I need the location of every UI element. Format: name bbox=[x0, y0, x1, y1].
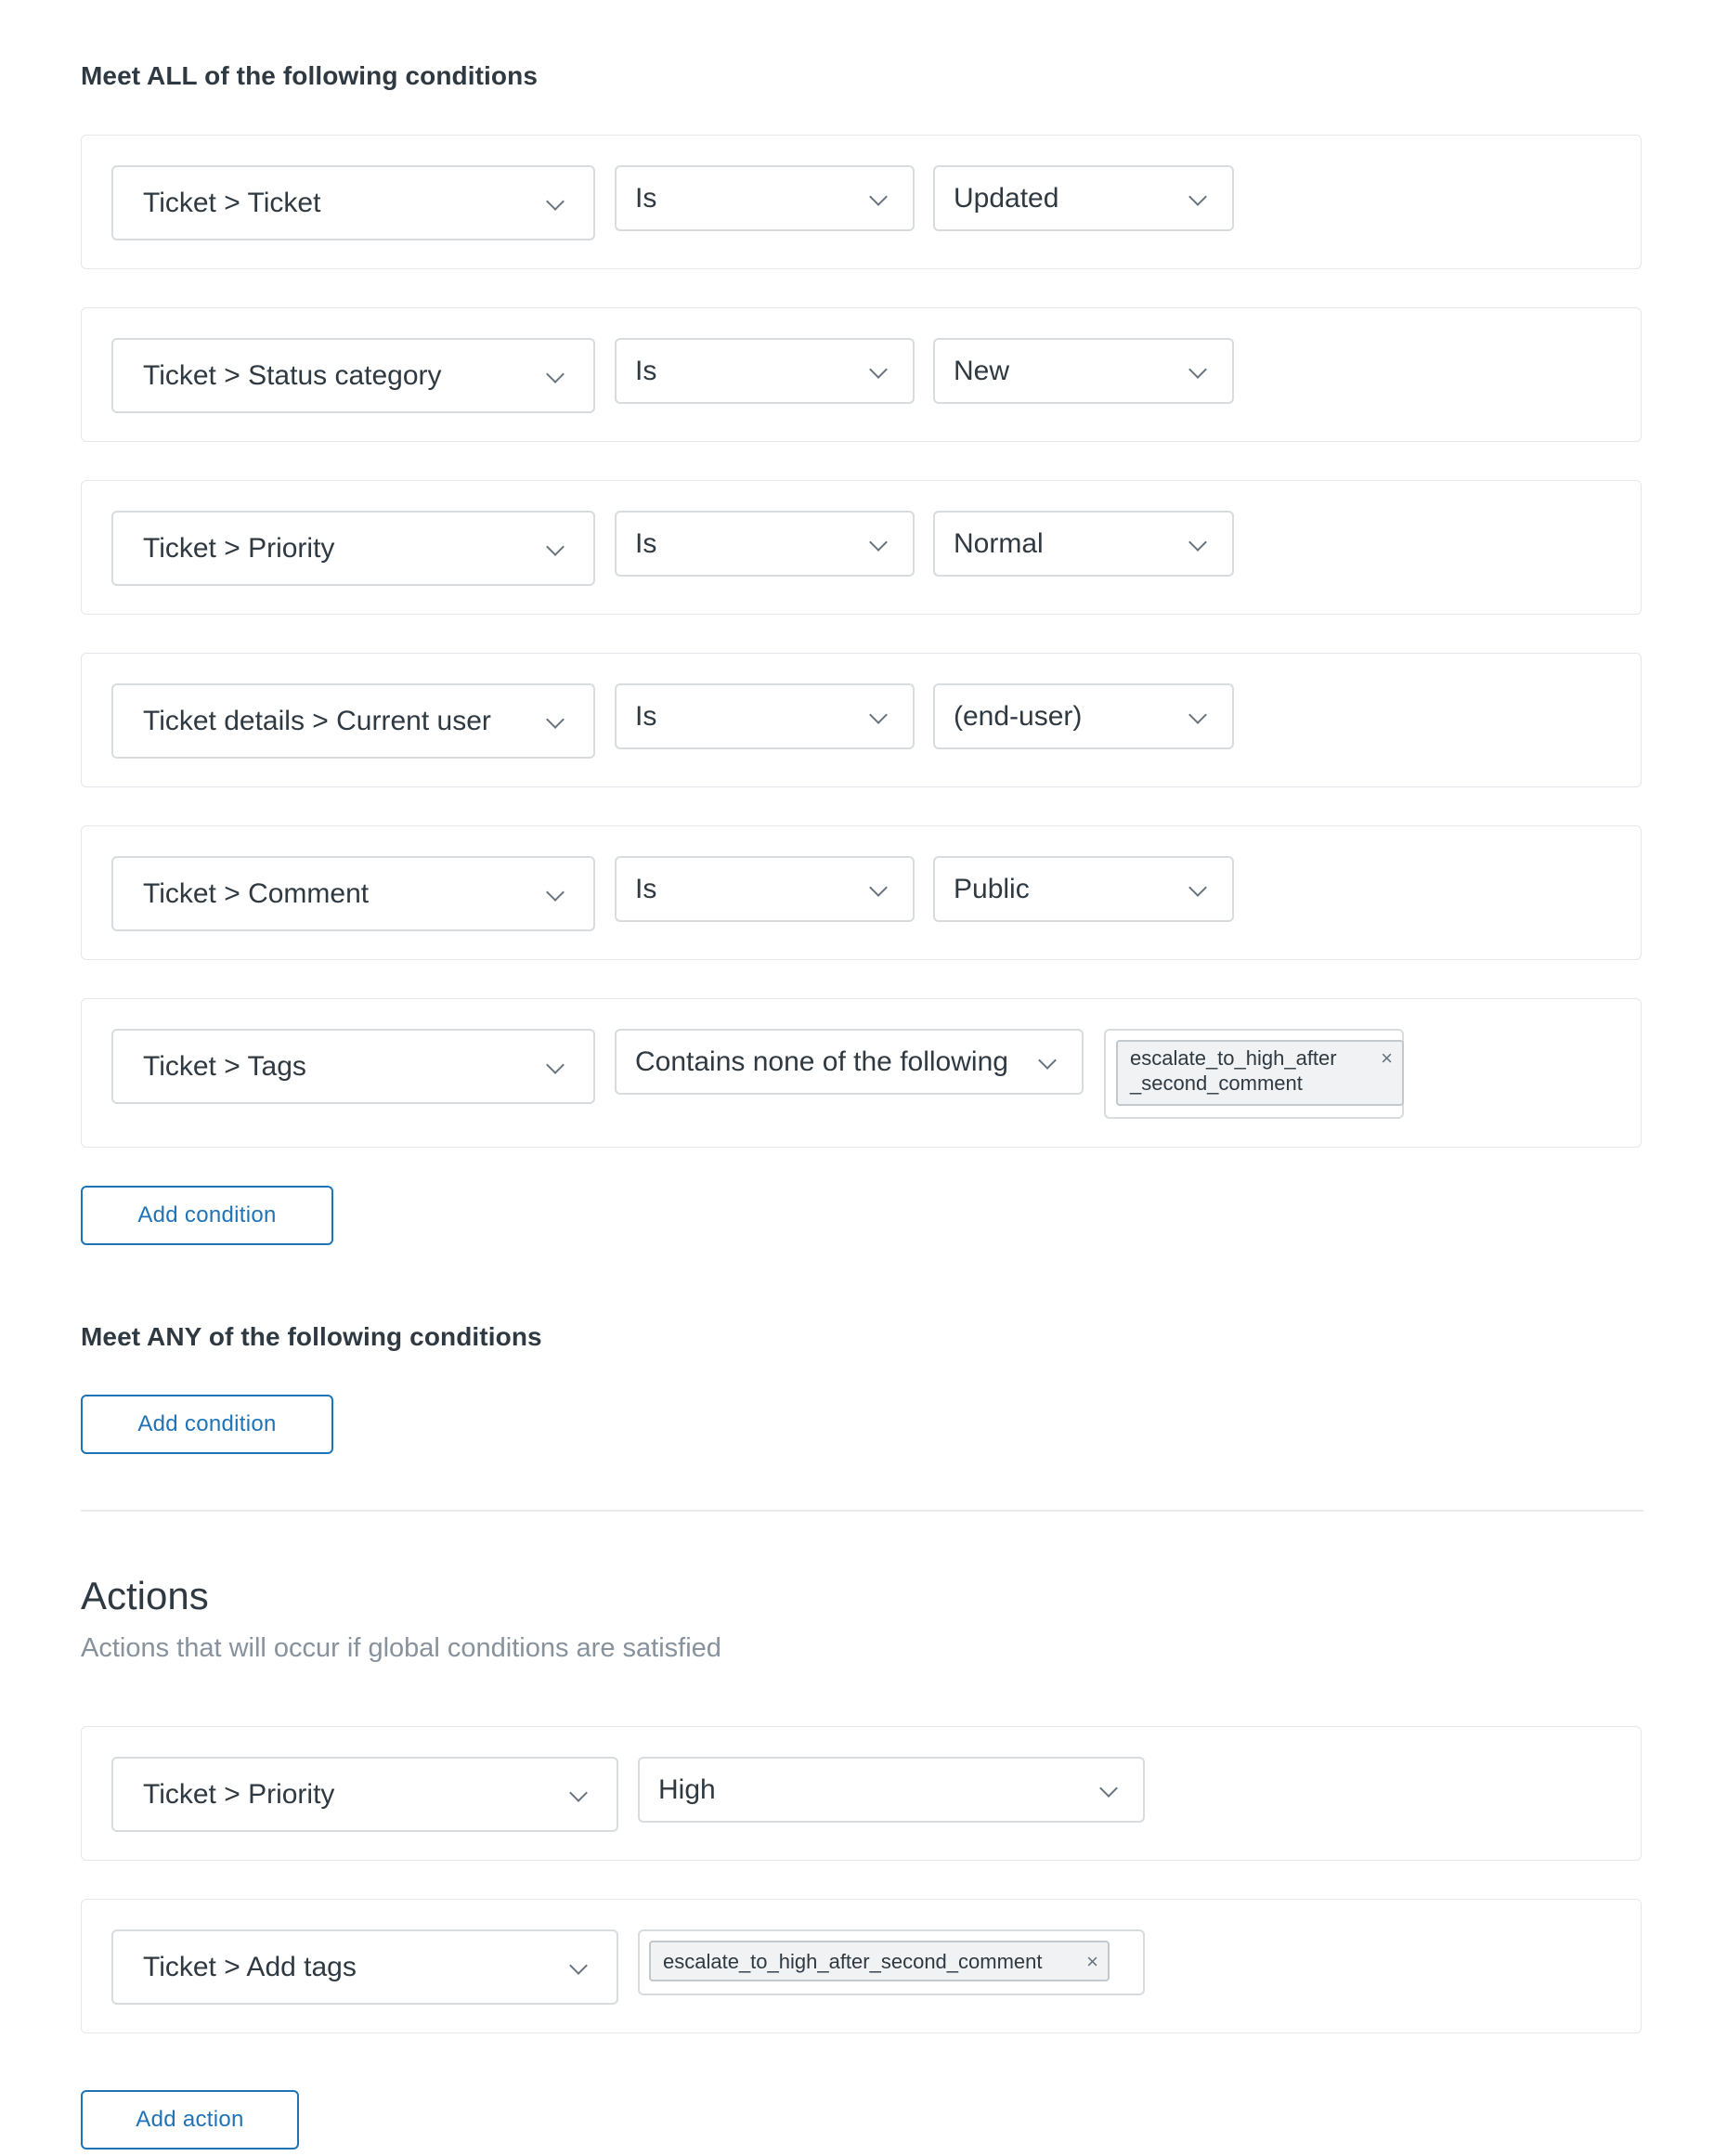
condition-row-tags bbox=[81, 998, 1642, 1148]
close-icon[interactable]: × bbox=[1381, 1046, 1393, 1070]
chevron-down-icon bbox=[869, 706, 888, 724]
action-field-select[interactable] bbox=[111, 1757, 618, 1832]
condition-operator-select[interactable] bbox=[615, 338, 915, 404]
condition-field-label: Ticket > Ticket bbox=[143, 187, 321, 218]
tag-chip-label: escalate_to_high_after _second_comment bbox=[1130, 1046, 1337, 1095]
condition-value-select[interactable] bbox=[933, 856, 1234, 922]
condition-field-select[interactable] bbox=[111, 1029, 595, 1104]
add-condition-any-button[interactable]: Add condition bbox=[81, 1395, 333, 1454]
condition-field-label: Ticket details > Current user bbox=[143, 705, 491, 736]
chevron-down-icon bbox=[1188, 706, 1207, 724]
condition-operator-label: Is bbox=[635, 355, 657, 386]
condition-row bbox=[81, 135, 1642, 269]
condition-operator-select[interactable] bbox=[615, 856, 915, 922]
chevron-down-icon bbox=[1188, 878, 1207, 897]
condition-field-label: Ticket > Status category bbox=[143, 359, 442, 391]
condition-operator-select[interactable] bbox=[615, 1029, 1084, 1095]
action-tags-input[interactable] bbox=[638, 1929, 1145, 1995]
actions-title: Actions bbox=[81, 1574, 209, 1617]
condition-field-label: Ticket > Priority bbox=[143, 532, 335, 564]
chevron-down-icon bbox=[569, 1956, 588, 1975]
condition-value-label: (end-user) bbox=[954, 700, 1083, 732]
action-field-label: Ticket > Add tags bbox=[143, 1951, 357, 1982]
chevron-down-icon bbox=[869, 188, 888, 206]
condition-operator-select[interactable] bbox=[615, 165, 915, 231]
condition-row bbox=[81, 825, 1642, 960]
chevron-down-icon bbox=[569, 1784, 588, 1802]
condition-field-select[interactable] bbox=[111, 338, 595, 413]
condition-value-select[interactable] bbox=[933, 683, 1234, 749]
condition-tags-input[interactable] bbox=[1104, 1029, 1404, 1119]
condition-field-label: Ticket > Comment bbox=[143, 877, 370, 909]
chevron-down-icon bbox=[546, 1056, 565, 1074]
condition-operator-label: Is bbox=[635, 182, 657, 214]
action-row bbox=[81, 1726, 1642, 1861]
chevron-down-icon bbox=[1188, 188, 1207, 206]
condition-row bbox=[81, 653, 1642, 787]
any-conditions-heading: Meet ANY of the following conditions bbox=[81, 1322, 542, 1351]
add-condition-all-button[interactable]: Add condition bbox=[81, 1186, 333, 1245]
action-row bbox=[81, 1899, 1642, 2033]
chevron-down-icon bbox=[546, 883, 565, 902]
condition-value-select[interactable] bbox=[933, 338, 1234, 404]
condition-value-label: Public bbox=[954, 873, 1030, 904]
condition-operator-label: Is bbox=[635, 527, 657, 559]
actions-subtitle: Actions that will occur if global conditions are satisfied bbox=[81, 1633, 721, 1663]
add-action-button[interactable]: Add action bbox=[81, 2090, 299, 2150]
chevron-down-icon bbox=[1099, 1779, 1118, 1798]
chevron-down-icon bbox=[546, 365, 565, 383]
condition-field-select[interactable] bbox=[111, 856, 595, 931]
condition-operator-label: Is bbox=[635, 873, 657, 904]
chevron-down-icon bbox=[1188, 360, 1207, 379]
chevron-down-icon bbox=[869, 360, 888, 379]
condition-row bbox=[81, 307, 1642, 442]
condition-field-select[interactable] bbox=[111, 165, 595, 240]
condition-operator-label: Contains none of the following bbox=[635, 1046, 1008, 1077]
action-field-label: Ticket > Priority bbox=[143, 1778, 335, 1810]
condition-value-select[interactable] bbox=[933, 511, 1234, 577]
condition-value-label: Updated bbox=[954, 182, 1059, 214]
condition-value-label: New bbox=[954, 355, 1010, 386]
condition-row bbox=[81, 480, 1642, 615]
tag-chip bbox=[649, 1941, 1110, 1981]
condition-value-label: Normal bbox=[954, 527, 1044, 559]
chevron-down-icon bbox=[546, 710, 565, 729]
condition-field-select[interactable] bbox=[111, 683, 595, 759]
chevron-down-icon bbox=[869, 533, 888, 552]
chevron-down-icon bbox=[869, 878, 888, 897]
condition-operator-select[interactable] bbox=[615, 683, 915, 749]
action-field-select[interactable] bbox=[111, 1929, 618, 2005]
tag-chip bbox=[1116, 1040, 1404, 1106]
action-value-label: High bbox=[658, 1773, 716, 1805]
condition-field-label: Ticket > Tags bbox=[143, 1050, 306, 1082]
chevron-down-icon bbox=[1038, 1051, 1057, 1070]
condition-field-select[interactable] bbox=[111, 511, 595, 586]
all-conditions-heading: Meet ALL of the following conditions bbox=[81, 61, 539, 90]
chevron-down-icon bbox=[546, 538, 565, 556]
condition-operator-label: Is bbox=[635, 700, 657, 732]
condition-value-select[interactable] bbox=[933, 165, 1234, 231]
close-icon[interactable]: × bbox=[1086, 1950, 1098, 1973]
section-divider bbox=[81, 1510, 1643, 1512]
condition-operator-select[interactable] bbox=[615, 511, 915, 577]
action-value-select[interactable] bbox=[638, 1757, 1145, 1823]
chevron-down-icon bbox=[546, 192, 565, 211]
tag-chip-label: escalate_to_high_after_second_comment bbox=[663, 1950, 1043, 1973]
chevron-down-icon bbox=[1188, 533, 1207, 552]
